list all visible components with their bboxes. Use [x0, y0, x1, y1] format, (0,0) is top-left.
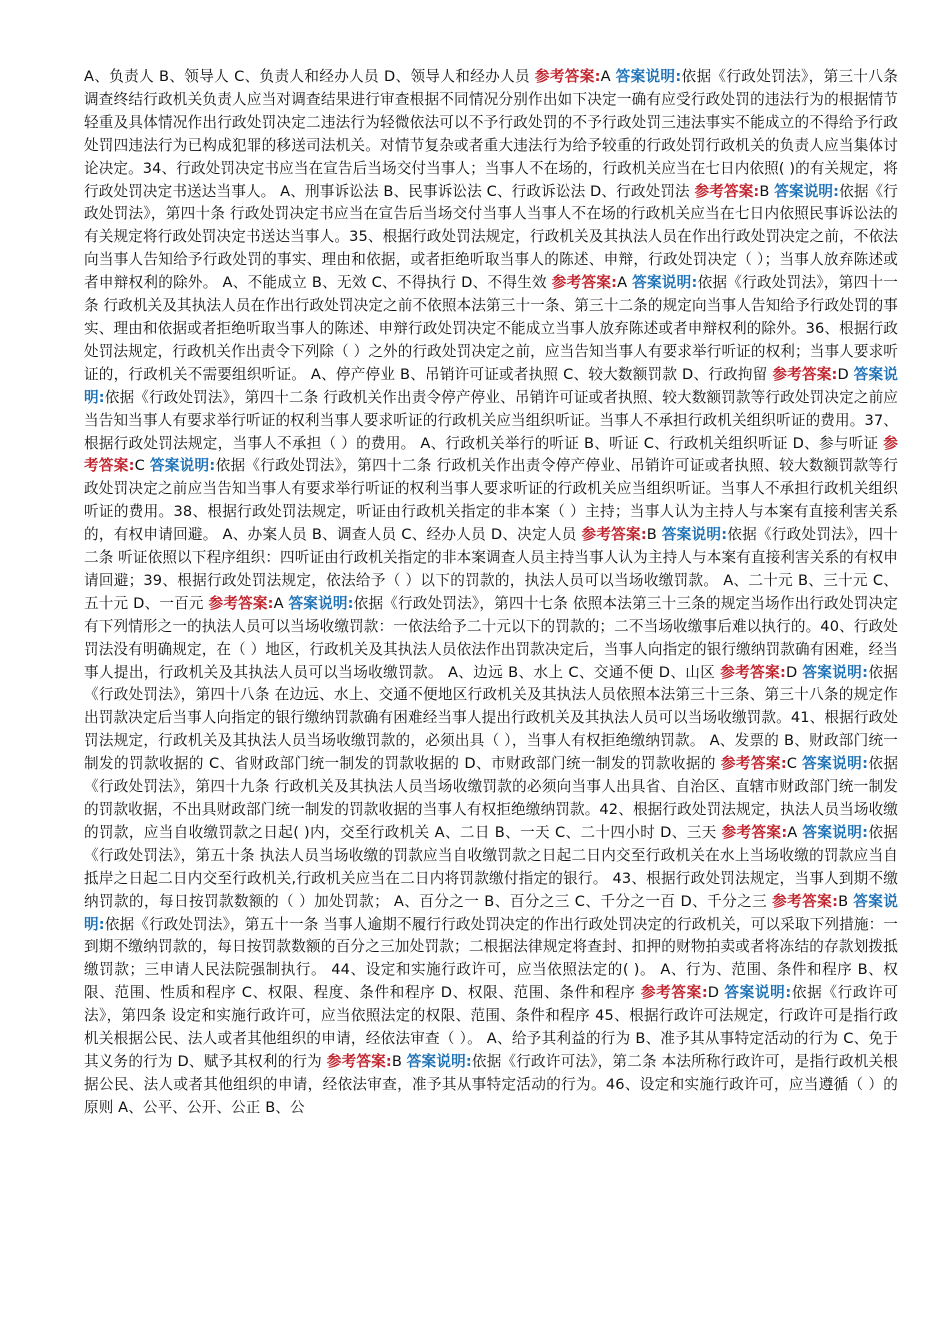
body-text: A — [273, 594, 289, 612]
answer-label: 参考答案: — [772, 365, 838, 383]
explanation-label: 答案说明: — [288, 594, 354, 612]
answer-label: 参考答案: — [581, 526, 647, 544]
answer-label: 参考答案: — [84, 434, 898, 475]
body-text: A — [600, 68, 616, 85]
body-text: 依据《行政处罚法》，第三十八条 调查终结行政机关负责人应当对调查结果进行审查根据不同情况分别作出如下决定一确有应受行政处罚的违法行为的根据情节轻重及具体情况作出行政处罚决定二违法行为轻微依法可以不予行政处罚的不予行政处罚三违法事实不能成立的不得给予行政处罚四违法行为已构成犯罪的移送司法机关。对情节复杂或者重大违法行为给予较重的行政处罚行政机关的负责人应当集体讨论决定。34、行政处罚决定书应当在宣告后当场交付当事人；当事人不在场的，行政机关应当在七日内依照( )的有关规定，将行政处罚决定书送达当事人。 A、刑事诉讼法 B、民事诉讼法 C、行政诉讼法 D、行政处罚法 — [84, 68, 898, 200]
body-text: A — [617, 274, 633, 292]
body-text: D — [837, 365, 854, 383]
explanation-label: 答案说明: — [802, 663, 869, 681]
explanation-label: 答案说明: — [149, 457, 216, 475]
body-text: D — [785, 663, 803, 681]
answer-label: 参考答案: — [640, 984, 708, 1002]
body-text: 依据《行政处罚法》，第五十条 执法人员当场收缴的罚款应当自收缴罚款之日起二日内交至行政机关在水上当场收缴的罚款应当自抵岸之日起二日内交至行政机关,行政机关应当在二日内将罚款缴付指定的银行。 43、根据行政处罚法规定，当事人到期不缴纳罚款的，每日按罚款数额的（ ）加处罚款； A、百分之一 B、百分之三 C、千分之一百 D、千分之三 — [84, 823, 898, 910]
answer-label: 参考答案: — [721, 823, 788, 841]
body-text: 依据《行政处罚法》，第四十二条 行政机关作出责令停产停业、吊销许可证或者执照、较大数额罚款等行政处罚决定之前应当告知当事人有要求举行听证的权利当事人要求听证的行政机关应当组织听证。当事人不承担行政机关组织听证的费用。37、根据行政处罚法规定，当事人不承担（ ）的费用。 A、行政机关举行的听证 B、听证 C、行政机关组织听证 D、参与听证 — [84, 388, 899, 452]
explanation-label: 答案说明: — [802, 823, 869, 841]
explanation-label: 答案说明: — [802, 755, 869, 773]
explanation-label: 答案说明: — [632, 274, 698, 292]
body-text: B — [838, 892, 854, 910]
body-text: 依据《行政许可法》，第二条 本法所称行政许可，是指行政机关根据公民、法人或者其他组织的申请，经依法审查，准予其从事特定活动的行为。46、设定和实施行政许可，应当遵循（ ）的原则 A、公平、公开、公正 B、公 — [84, 1052, 898, 1116]
body-text: D — [707, 984, 725, 1002]
explanation-label: 答案说明: — [774, 182, 840, 200]
body-text: 依据《行政处罚法》，第四十二条 行政机关作出责令停产停业、吊销许可证或者执照、较大数额罚款等行政处罚决定之前应当告知当事人有要求举行听证的权利当事人要求听证的行政机关应当组织听证。当事人不承担行政机关组织听证的费用。38、根据行政处罚法规定，听证由行政机关指定的非本案（ ）主持；当事人认为主持人与本案有直接利害关系的，有权申请回避。 A、办案人员 B、调查人员 C、经办人员 D、决定人员 — [84, 457, 899, 544]
body-text: 依据《行政处罚法》，第四十八条 在边远、水上、交通不便地区行政机关及其执法人员依照本法第三十三条、第三十八条的规定作出罚款决定后当事人向指定的银行缴纳罚款确有困难经当事人提出行政机关及其执法人员可以当场收缴罚款。41、根据行政处罚法规定，行政机关及其执法人员当场收缴罚款的，必须出具（ ），当事人有权拒绝缴纳罚款。 A、发票的 B、财政部门统一制发的罚款收据的 C、省财政部门统一制发的罚款收据的 D、市财政部门统一制发的罚款收据的 — [84, 663, 898, 773]
body-text: A、负责人 B、领导人 C、负责人和经办人员 D、领导人和经办人员 — [84, 68, 535, 85]
body-text: 依据《行政处罚法》，第四十七条 依照本法第三十三条的规定当场作出行政处罚决定有下列情形之一的执法人员可以当场收缴罚款：一依法给予二十元以下的罚款的；二不当场收缴事后难以执行的。40、行政处罚法没有明确规定，在（ ）地区，行政机关及其执法人员依法作出罚款决定后，当事人向指定的银行缴纳罚款确有困难，经当事人提出，行政机关及其执法人员可以当场收缴罚款。 A、边远 B、水上 C、交通不便 D、山区 — [84, 594, 898, 681]
body-text: 依据《行政处罚法》，第四十条 行政处罚决定书应当在宣告后当场交付当事人当事人不在场的行政机关应当在七日内依照民事诉讼法的有关规定将行政处罚决定书送达当事人。35、根据行政处罚法规定，行政机关及其执法人员在作出行政处罚决定之前，不依法向当事人告知给予行政处罚的事实、理由和依据，或者拒绝听取当事人的陈述、申辩，行政处罚决定（ ）；当事人放弃陈述或者申辩权利的除外。 A、不能成立 B、无效 C、不得执行 D、不得生效 — [84, 182, 898, 292]
answer-label: 参考答案: — [720, 663, 786, 681]
explanation-label: 答案说明: — [615, 68, 682, 85]
body-text: B — [759, 182, 775, 200]
explanation-label: 答案说明: — [724, 984, 792, 1002]
answer-label: 参考答案: — [694, 182, 760, 200]
body-text: B — [391, 1052, 407, 1070]
body-text: 依据《行政处罚法》，第五十一条 当事人逾期不履行行政处罚决定的作出行政处罚决定的行政机关，可以采取下列措施：一到期不缴纳罚款的，每日按罚款数额的百分之三加处罚款；二根据法律规定将查封、扣押的财物拍卖或者将冻结的存款划拨抵缴罚款；三申请人民法院强制执行。 44、设定和实施行政许可，应当依照法定的( )。 A、行为、范围、条件和程序 B、权限、范围、性质和程序 C、权限、程度、条件和程序 D、权限、范围、条件和程序 — [84, 915, 899, 1002]
body-text: C — [786, 755, 803, 773]
body-text: A — [787, 823, 803, 841]
body-text: B — [646, 526, 662, 544]
answer-label: 参考答案: — [534, 68, 601, 85]
answer-label: 参考答案: — [326, 1052, 392, 1070]
answer-label: 参考答案: — [720, 755, 787, 773]
body-text: 依据《行政处罚法》，四十二条 听证依照以下程序组织：四听证由行政机关指定的非本案调查人员主持当事人认为主持人与本案有直接利害关系的有权申请回避；39、根据行政处罚法规定，依法给予（ ）以下的罚款的，执法人员可以当场收缴罚款。 A、二十元 B、三十元 C、五十元 D、一百元 — [84, 526, 899, 612]
body-text: C — [134, 457, 150, 475]
question-paragraph — [76, 66, 898, 1120]
body-text: 依据《行政处罚法》，第四十一条 行政机关及其执法人员在作出行政处罚决定之前不依照本法第三十一条、第三十二条的规定向当事人告知给予行政处罚的事实、理由和依据或者拒绝听取当事人的陈述、申辩行政处罚决定不能成立当事人放弃陈述或者申辩权利的除外。36、根据行政处罚法规定，行政机关作出责令下列除（ ）之外的行政处罚决定之前，应当告知当事人有要求举行听证的权利；当事人要求听证的，行政机关不需要组织听证。 A、停产停业 B、吊销许可证或者执照 C、较大数额罚款 D、行政拘留 — [84, 274, 898, 383]
explanation-label: 答案说明: — [84, 365, 898, 406]
answer-label: 参考答案: — [208, 594, 274, 612]
answer-label: 参考答案: — [551, 274, 618, 292]
body-text: 依据《行政许可法》，第四条 设定和实施行政许可，应当依照法定的权限、范围、条件和程序 45、根据行政许可法规定，行政许可是指行政机关根据公民、法人或者其他组织的申请，经依法审查（ ）。 A、给予其利益的行为 B、准予其从事特定活动的行为 C、免于其义务的行为 D、赋予其权利的行为 — [84, 984, 899, 1070]
explanation-label: 答案说明: — [84, 892, 898, 933]
body-text: 依据《行政处罚法》，第四十九条 行政机关及其执法人员当场收缴罚款的必须向当事人出具省、自治区、直辖市财政部门统一制发的罚款收据，不出具财政部门统一制发的罚款收据的当事人有权拒绝缴纳罚款。42、根据行政处罚法规定，执法人员当场收缴的罚款，应当自收缴罚款之日起( )内，交至行政机关 A、二日 B、一天 C、二十四小时 D、三天 — [84, 755, 899, 841]
answer-label: 参考答案: — [772, 892, 839, 910]
document-body — [76, 66, 898, 1120]
explanation-label: 答案说明: — [406, 1052, 472, 1070]
explanation-label: 答案说明: — [661, 526, 728, 544]
